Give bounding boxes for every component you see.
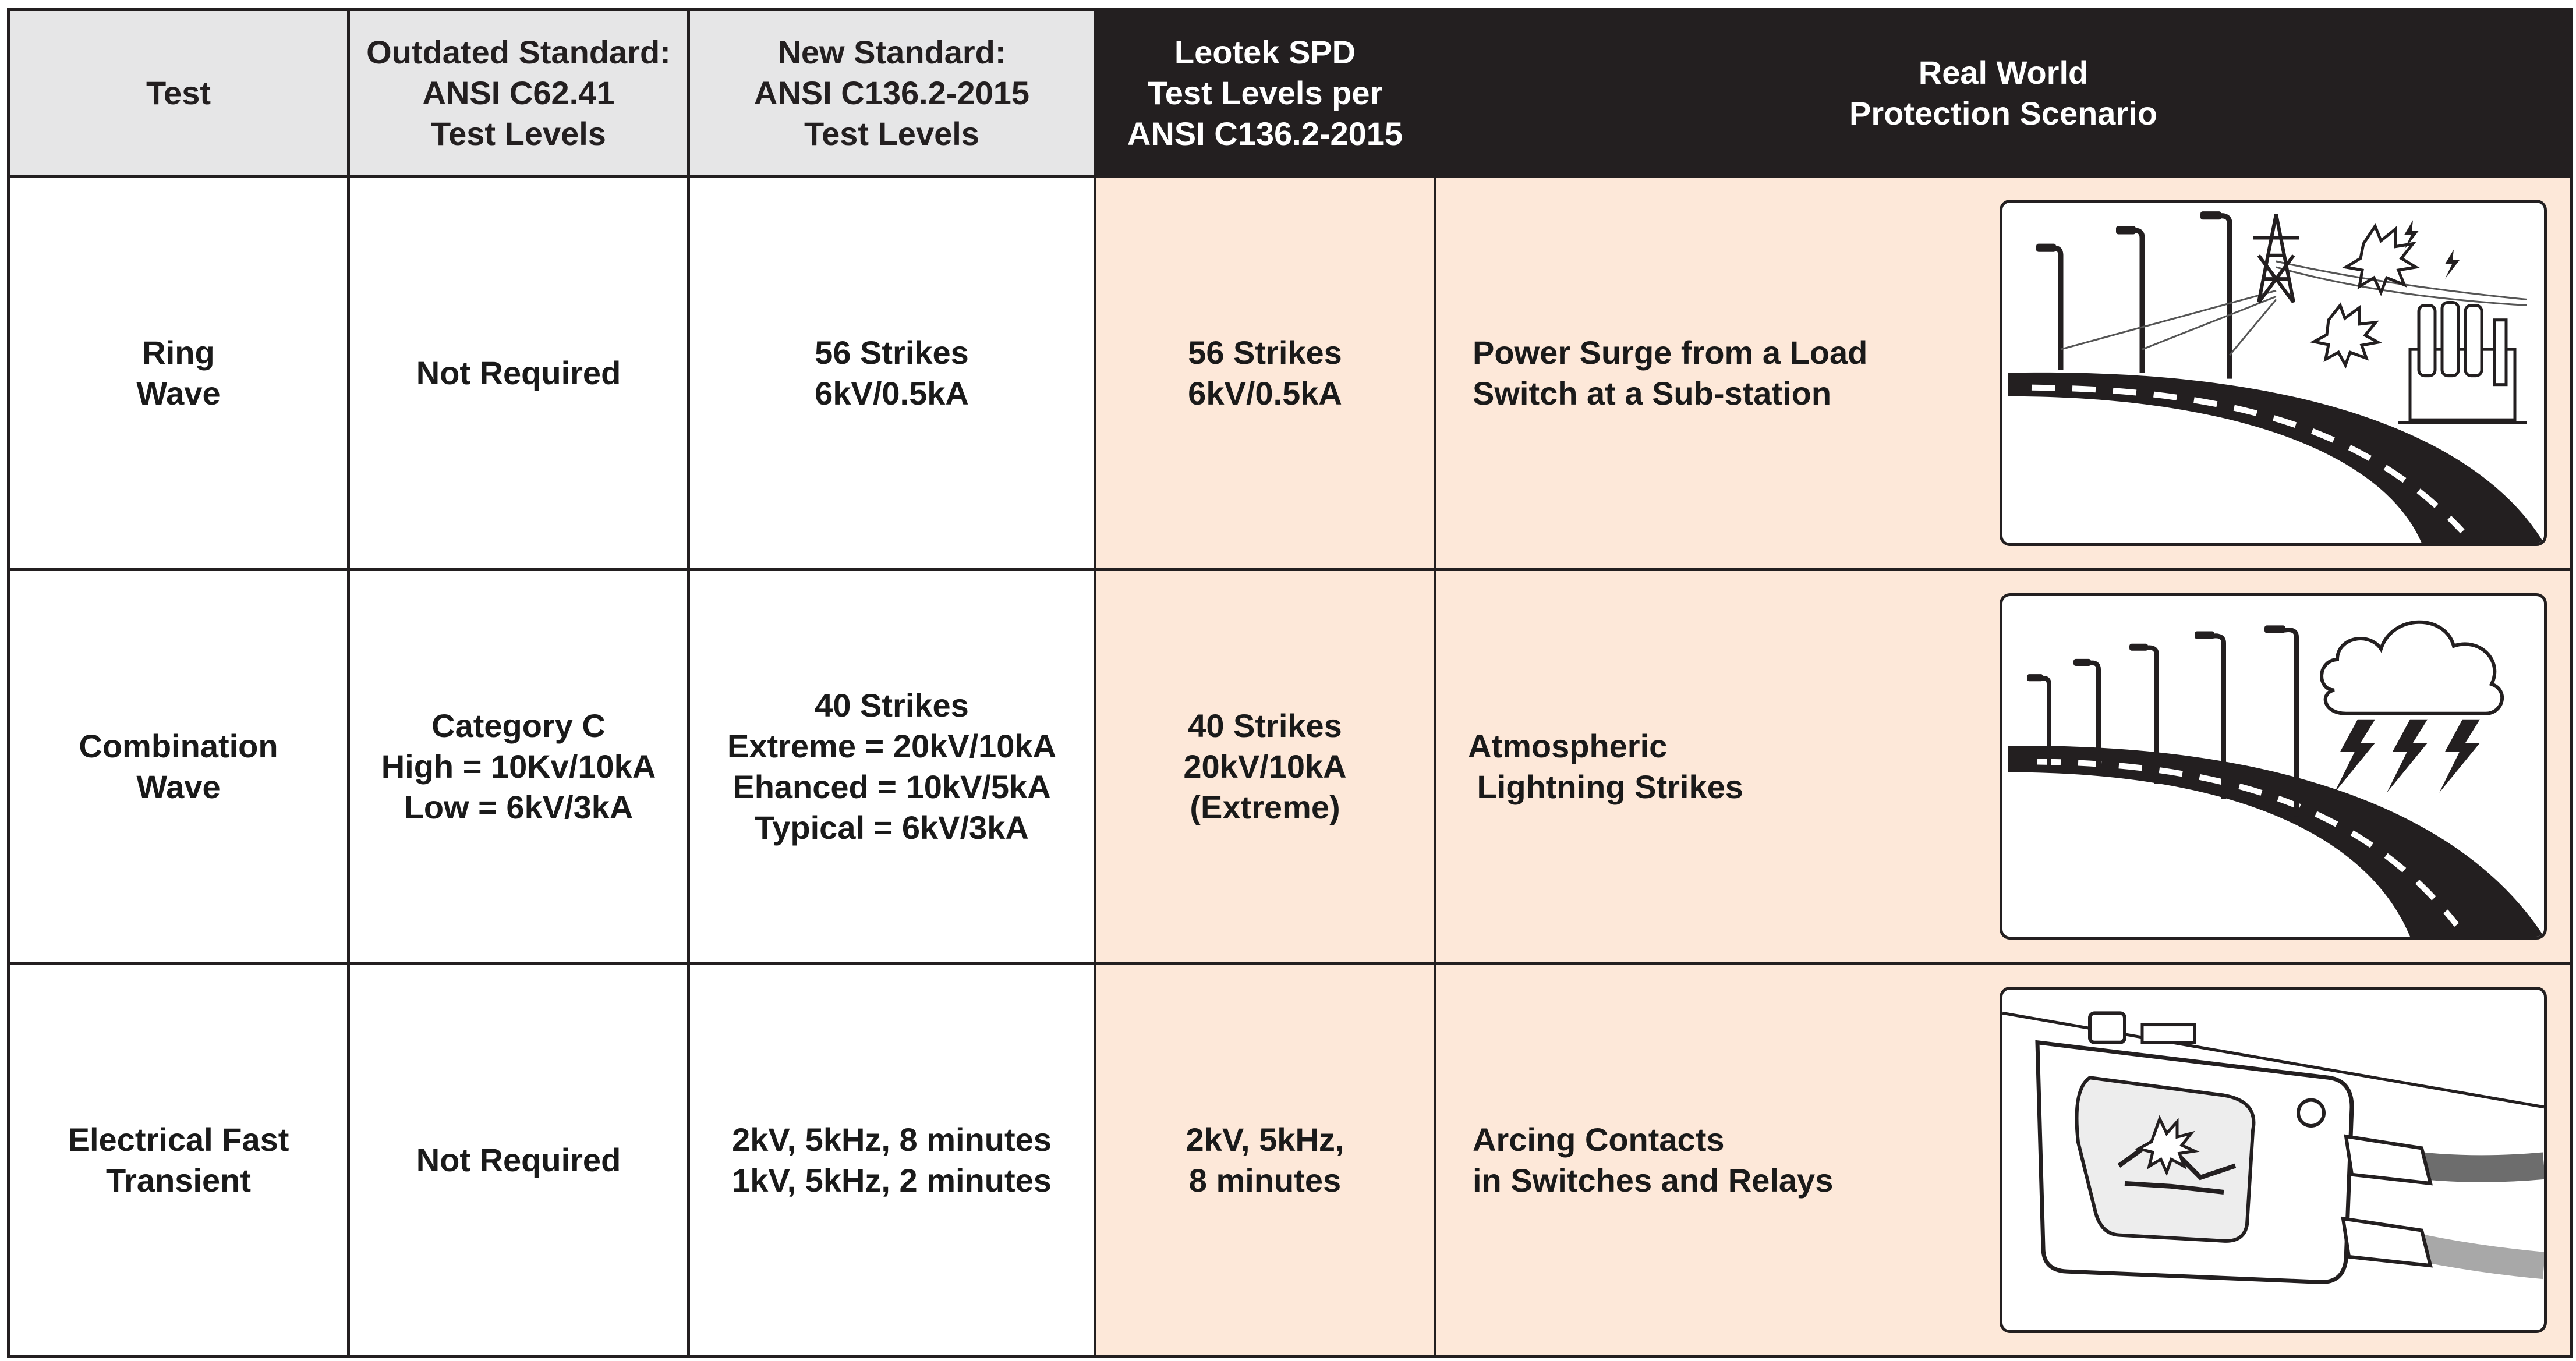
cell-test: Ring Wave: [9, 176, 349, 570]
header-leotek-spd: Leotek SPD Test Levels per ANSI C136.2-2015: [1095, 10, 1435, 176]
header-real-world-scenario: Real World Protection Scenario: [1435, 10, 2572, 176]
cell-leotek-spd: 40 Strikes 20kV/10kA (Extreme): [1095, 570, 1435, 963]
header-row: [9, 10, 2572, 176]
cell-outdated-standard: Not Required: [349, 963, 689, 1357]
table-row: [9, 963, 2572, 1357]
cell-new-standard: 2kV, 5kHz, 8 minutes 1kV, 5kHz, 2 minutes: [689, 963, 1095, 1357]
cell-scenario: [1435, 570, 2572, 963]
header-outdated-standard: Outdated Standard: ANSI C62.41 Test Levels: [349, 10, 689, 176]
scenario-text: Arcing Contacts in Switches and Relays: [1473, 1121, 1834, 1199]
cell-scenario: [1435, 176, 2572, 570]
cell-new-standard: 40 Strikes Extreme = 20kV/10kA Ehanced = 10kV/5kA Typical = 6kV/3kA: [689, 570, 1095, 963]
cell-leotek-spd: 2kV, 5kHz, 8 minutes: [1095, 963, 1435, 1357]
scenario-text: Atmospheric Lightning Strikes: [1468, 727, 1743, 805]
header-new-standard: New Standard: ANSI C136.2-2015 Test Levels: [689, 10, 1095, 176]
cell-outdated-standard: Category C High = 10Kv/10kA Low = 6kV/3kA: [349, 570, 689, 963]
cell-scenario: [1435, 963, 2572, 1357]
table-row: [9, 570, 2572, 963]
cell-leotek-spd: 56 Strikes 6kV/0.5kA: [1095, 176, 1435, 570]
table-row: [9, 176, 2572, 570]
spd-test-comparison-table: [7, 8, 2573, 1358]
cell-outdated-standard: Not Required: [349, 176, 689, 570]
streetlights-storm-cloud-illustration: [2000, 593, 2547, 940]
switch-relay-arcing-illustration: [2000, 987, 2547, 1333]
scenario-text: Power Surge from a Load Switch at a Sub-station: [1473, 334, 1868, 412]
header-test: Test: [9, 10, 349, 176]
cell-test: Electrical Fast Transient: [9, 963, 349, 1357]
cell-new-standard: 56 Strikes 6kV/0.5kA: [689, 176, 1095, 570]
cell-test: Combination Wave: [9, 570, 349, 963]
streetlights-substation-road-illustration: [2000, 200, 2547, 546]
